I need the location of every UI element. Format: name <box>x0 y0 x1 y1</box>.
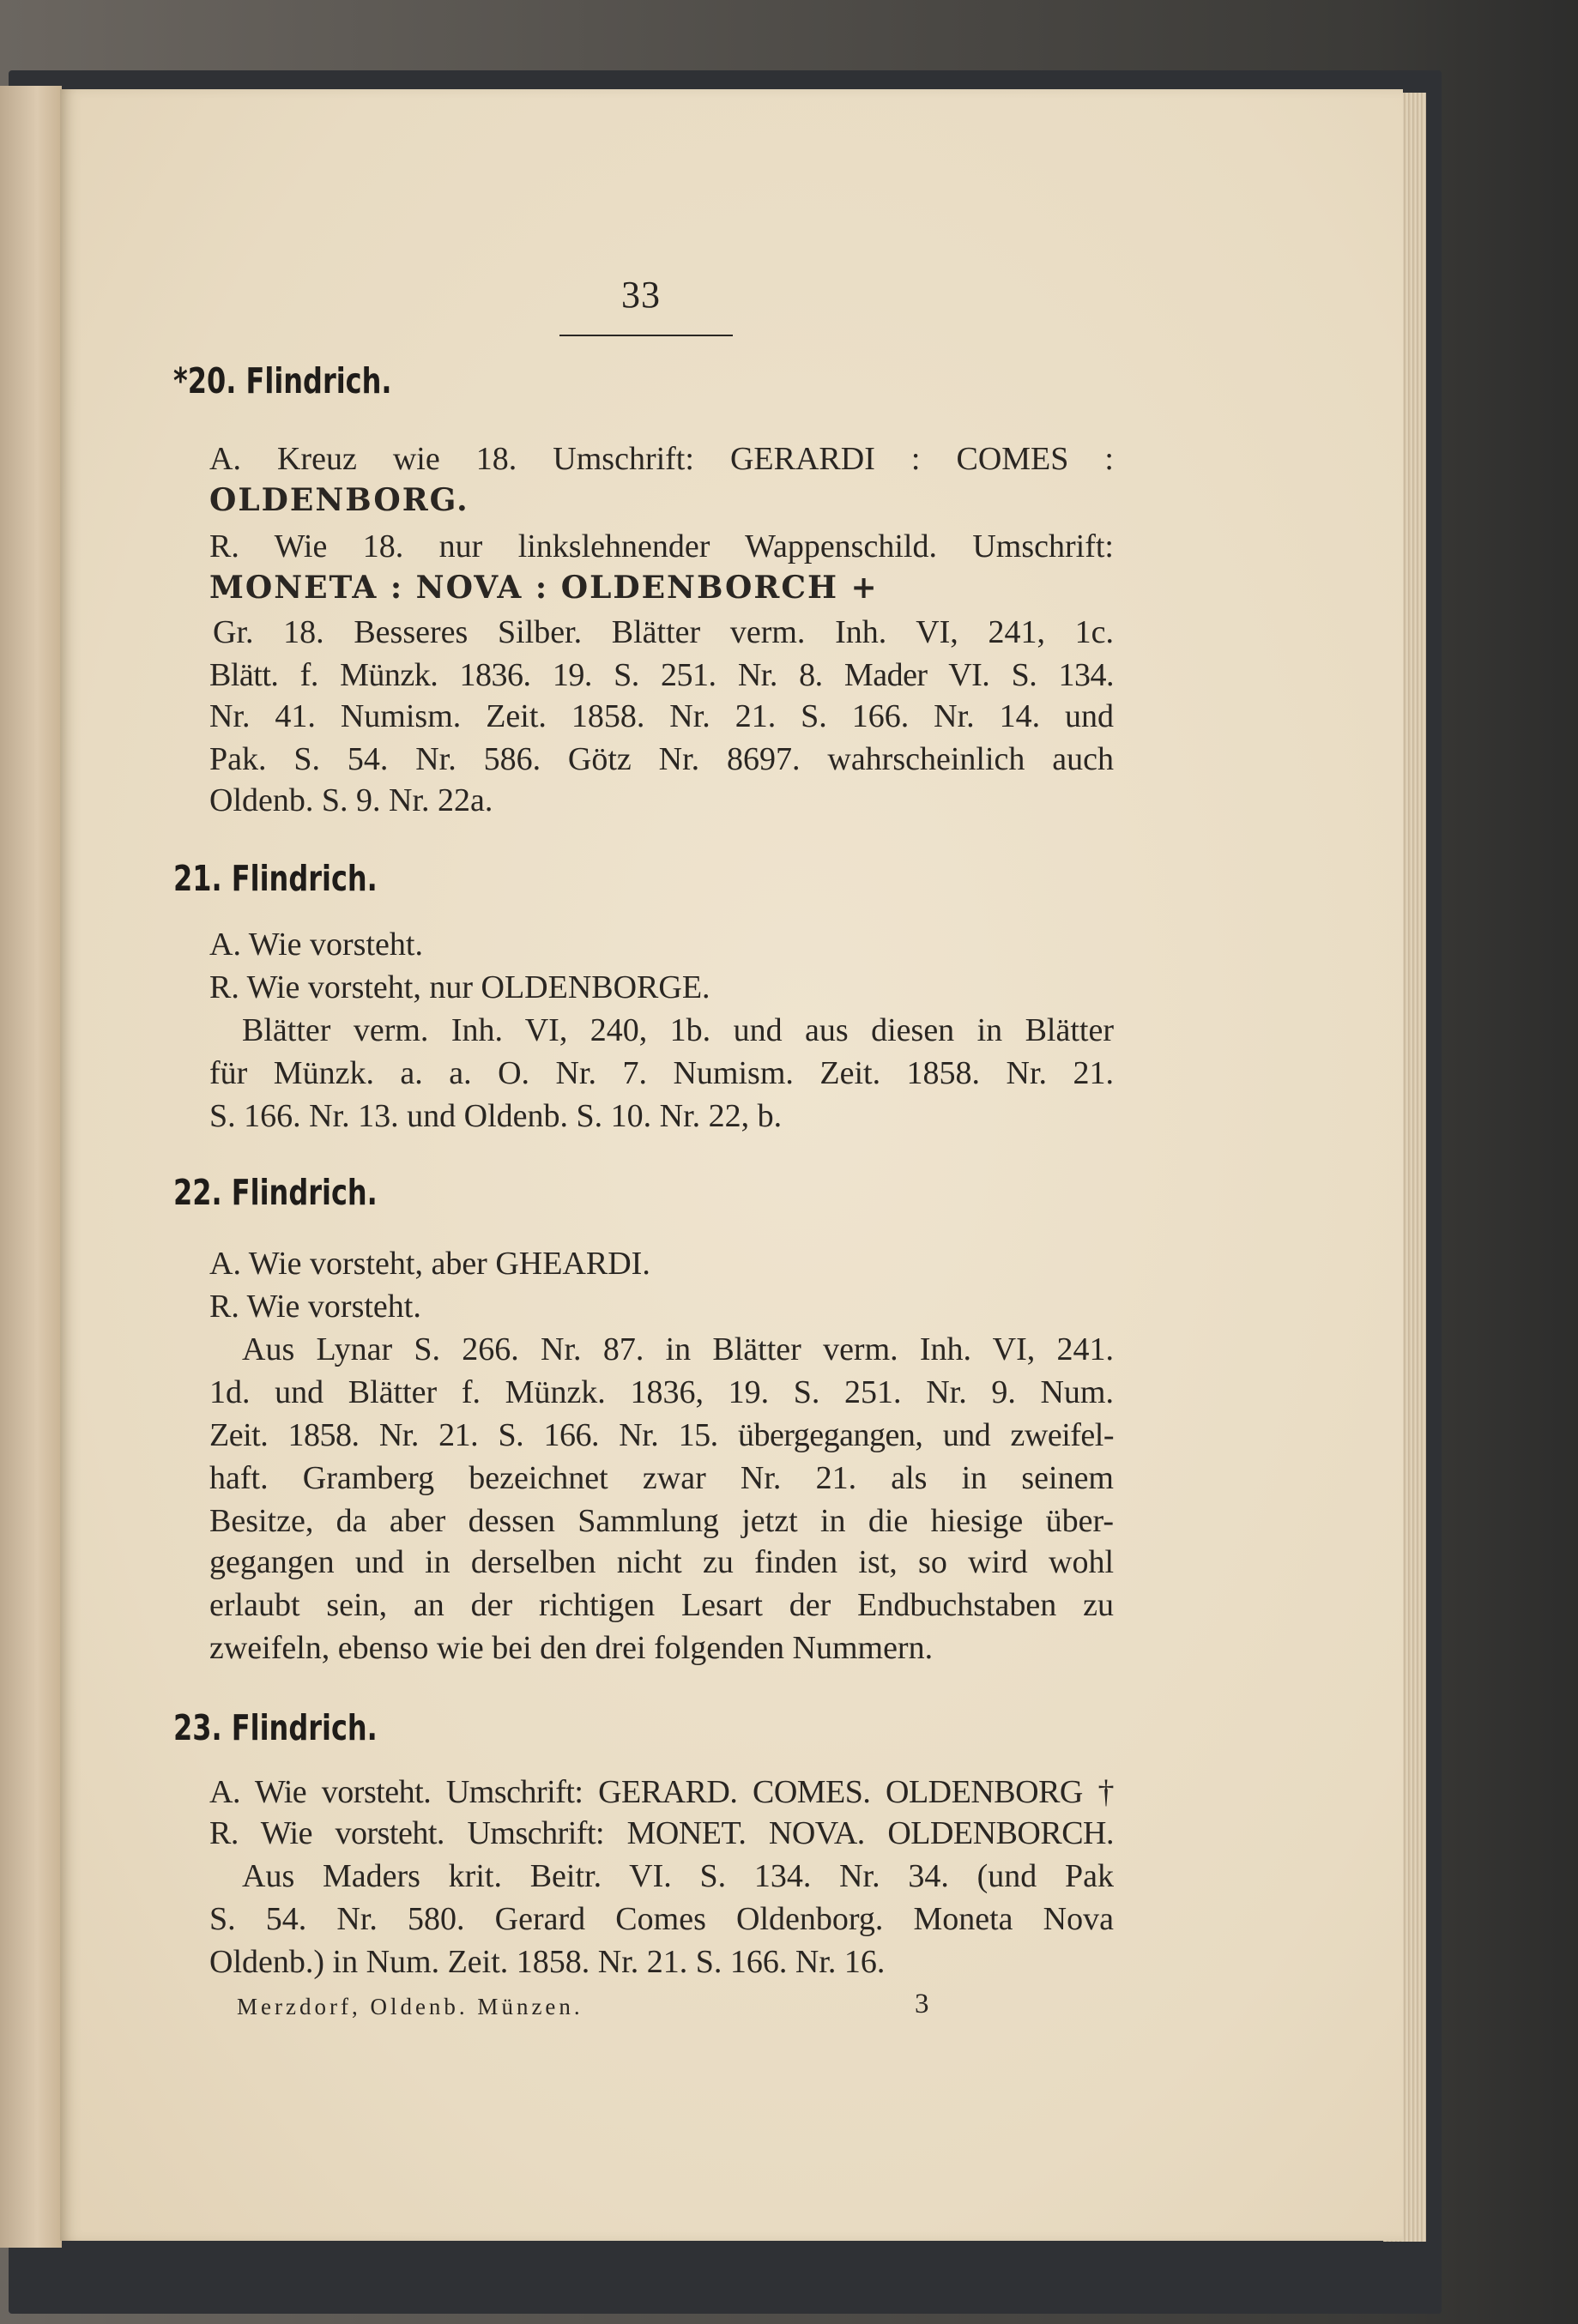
entry-line: Besitze, da aber dessen Sammlung jetzt in die hiesige über- <box>209 1503 1114 1539</box>
entry-line: R. Wie vorsteht, nur OLDENBORGE. <box>209 969 710 1005</box>
entry-heading: 22. Flindrich. <box>173 1172 378 1213</box>
entry-line: Nr. 41. Numism. Zeit. 1858. Nr. 21. S. 166. Nr. 14. und <box>209 698 1114 734</box>
footer-signature-mark: 3 <box>915 1989 929 2019</box>
entry-line: für Münzk. a. a. O. Nr. 7. Numism. Zeit. 1858. Nr. 21. <box>209 1055 1114 1091</box>
page-number: 33 <box>621 274 661 316</box>
entry-line <box>209 439 1114 479</box>
entry-line: Zeit. 1858. Nr. 21. S. 166. Nr. 15. übergegangen, und zweifel- <box>209 1417 1114 1453</box>
entry-line: A. Wie vorsteht. <box>209 927 423 963</box>
entry-line: gegangen und in derselben nicht zu finden ist, so wird wohl <box>209 1544 1114 1580</box>
entry-line: Oldenb. S. 9. Nr. 22a. <box>209 782 493 818</box>
entry-line: Gr. 18. Besseres Silber. Blätter verm. Inh. VI, 241, 1c. <box>213 614 1114 650</box>
entry-line: haft. Gramberg bezeichnet zwar Nr. 21. als in seinem <box>209 1460 1114 1496</box>
entry-line: Pak. S. 54. Nr. 586. Götz Nr. 8697. wahrscheinlich auch <box>209 741 1114 777</box>
entry-line: Blätt. f. Münzk. 1836. 19. S. 251. Nr. 8. Mader VI. S. 134. <box>209 657 1114 693</box>
footer-author-line: Merzdorf, Oldenb. Münzen. <box>237 1994 583 2019</box>
entry-line: Aus Maders krit. Beitr. VI. S. 134. Nr. 34. (und Pak <box>242 1858 1114 1894</box>
entry-line: R. Wie vorsteht. <box>209 1289 421 1325</box>
entry-line: MONETA : NOVA : OLDENBORCH + <box>209 570 879 606</box>
entry-heading: 21. Flindrich. <box>173 858 378 899</box>
facing-page-edge <box>0 86 62 2248</box>
header-rule <box>559 335 733 336</box>
entry-line: R. Wie 18. nur linkslehnender Wappenschild. Umschrift: <box>209 528 1114 564</box>
entry-line: R. Wie vorsteht. Umschrift: MONET. NOVA. OLDENBORCH. <box>209 1815 1114 1851</box>
entry-line: S. 166. Nr. 13. und Oldenb. S. 10. Nr. 22, b. <box>209 1098 783 1134</box>
entry-line: erlaubt sein, an der richtigen Lesart der Endbuchstaben zu <box>209 1587 1114 1623</box>
entry-line: S. 54. Nr. 580. Gerard Comes Oldenborg. Moneta Nova <box>209 1901 1114 1937</box>
entry-line: Aus Lynar S. 266. Nr. 87. in Blätter verm. Inh. VI, 241. <box>242 1331 1114 1367</box>
entry-line: zweifeln, ebenso wie bei den drei folgenden Nummern. <box>209 1630 934 1666</box>
entry-line: Blätter verm. Inh. VI, 240, 1b. und aus diesen in Blätter <box>242 1012 1114 1048</box>
entry-line: Oldenb.) in Num. Zeit. 1858. Nr. 21. S. 166. Nr. 16. <box>209 1944 886 1980</box>
line-text: A. Kreuz wie 18. Umschrift: GERARDI : COMES : <box>209 441 1114 477</box>
entry-line: 1d. und Blätter f. Münzk. 1836, 19. S. 251. Nr. 9. Num. <box>209 1374 1114 1410</box>
entry-line: OLDENBORG. <box>209 482 469 518</box>
entry-heading: *20. Flindrich. <box>173 360 392 401</box>
entry-line: A. Wie vorsteht. Umschrift: GERARD. COMES. OLDENBORG † <box>209 1774 1114 1810</box>
entry-line: A. Wie vorsteht, aber GHEARDI. <box>209 1246 650 1282</box>
entry-heading: 23. Flindrich. <box>173 1707 378 1748</box>
